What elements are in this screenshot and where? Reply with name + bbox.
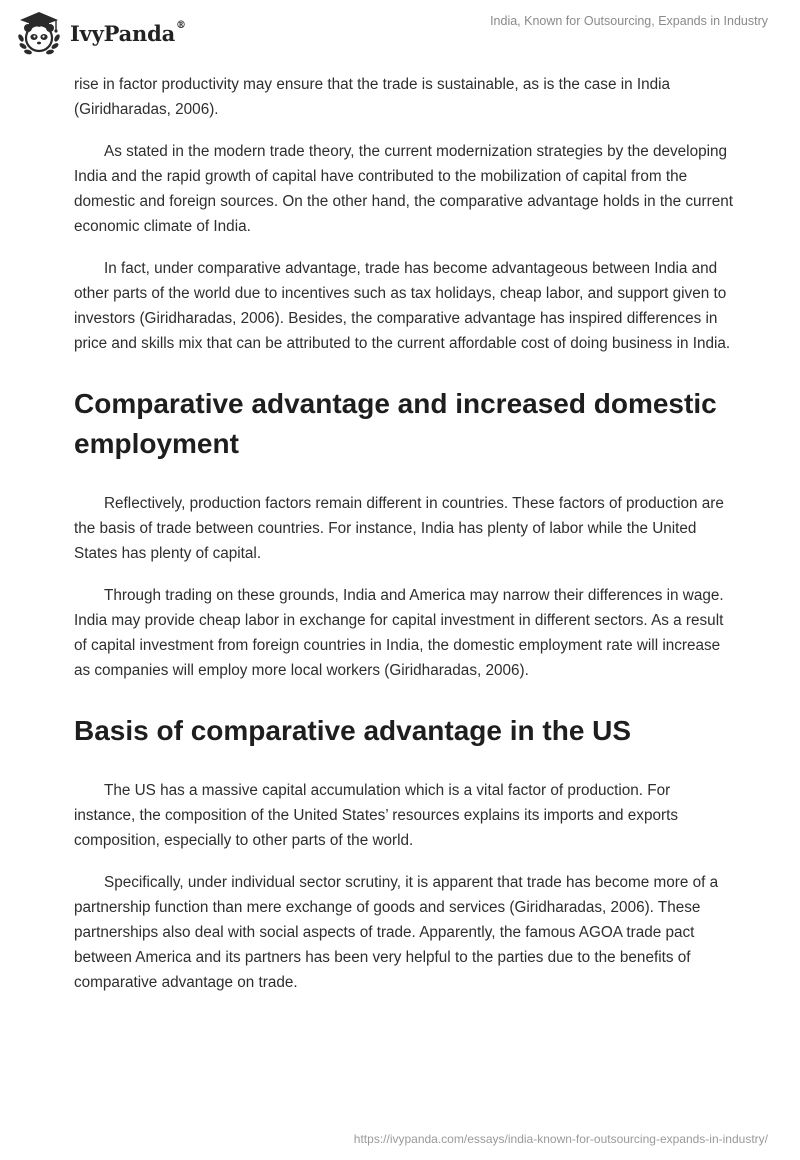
paragraph: Reflectively, production factors remain different in countries. These factors of production are the basis of trade between countries. For instance, India has plenty of labor while the United States has plenty of capital. (74, 495, 724, 562)
essay-content (74, 72, 734, 1012)
paragraph: The US has a massive capital accumulation which is a vital factor of production. For instance, the composition of the United States’ resources explains its imports and exports composition, especially to other parts of the world. (74, 782, 678, 849)
paragraph: As stated in the modern trade theory, the current modernization strategies by the developing India and the rapid growth of capital have contributed to the mobilization of capital from the domestic and foreign sources. On the other hand, the comparative advantage holds in the current economic climate of India. (74, 143, 734, 235)
footer-url[interactable]: https://ivypanda.com/essays/india-known-for-outsourcing-expands-in-industry/ (353, 1132, 768, 1146)
paragraph: Through trading on these grounds, India and America may narrow their differences in wage. India may provide cheap labor in exchange for capital investment in different sectors. As a result of capital investment from foreign countries in India, the domestic employment rate will increase as companies will employ more local workers (Giridharadas, 2006). (74, 587, 724, 679)
brand-name: IvyPanda® (70, 19, 186, 46)
section-heading: Comparative advantage and increased domestic employment (74, 388, 717, 459)
paragraph: Specifically, under individual sector scrutiny, it is apparent that trade has become more of a partnership function than mere exchange of goods and services (Giridharadas, 2006). These partnerships also deal with social aspects of trade. Apparently, the famous AGOA trade pact between America and its partners has been very helpful to the parties due to the benefits of comparative advantage on trade. (74, 874, 719, 991)
paragraph: rise in factor productivity may ensure that the trade is sustainable, as is the case in India (Giridharadas, 2006). (74, 76, 671, 118)
registered-mark: ® (176, 19, 186, 31)
paragraph: In fact, under comparative advantage, trade has become advantageous between India and other parts of the world due to incentives such as tax holidays, cheap labor, and support given to investors (Giridharadas, 2006). Besides, the comparative advantage has inspired differences in price and skills mix that can be attributed to the current affordable cost of doing business in India. (74, 260, 731, 352)
logo[interactable] (14, 8, 186, 58)
panda-graduate-icon (14, 8, 64, 58)
document-title: India, Known for Outsourcing, Expands in Industry (490, 14, 768, 28)
section-heading: Basis of comparative advantage in the US (74, 715, 632, 746)
page-header (0, 0, 800, 70)
